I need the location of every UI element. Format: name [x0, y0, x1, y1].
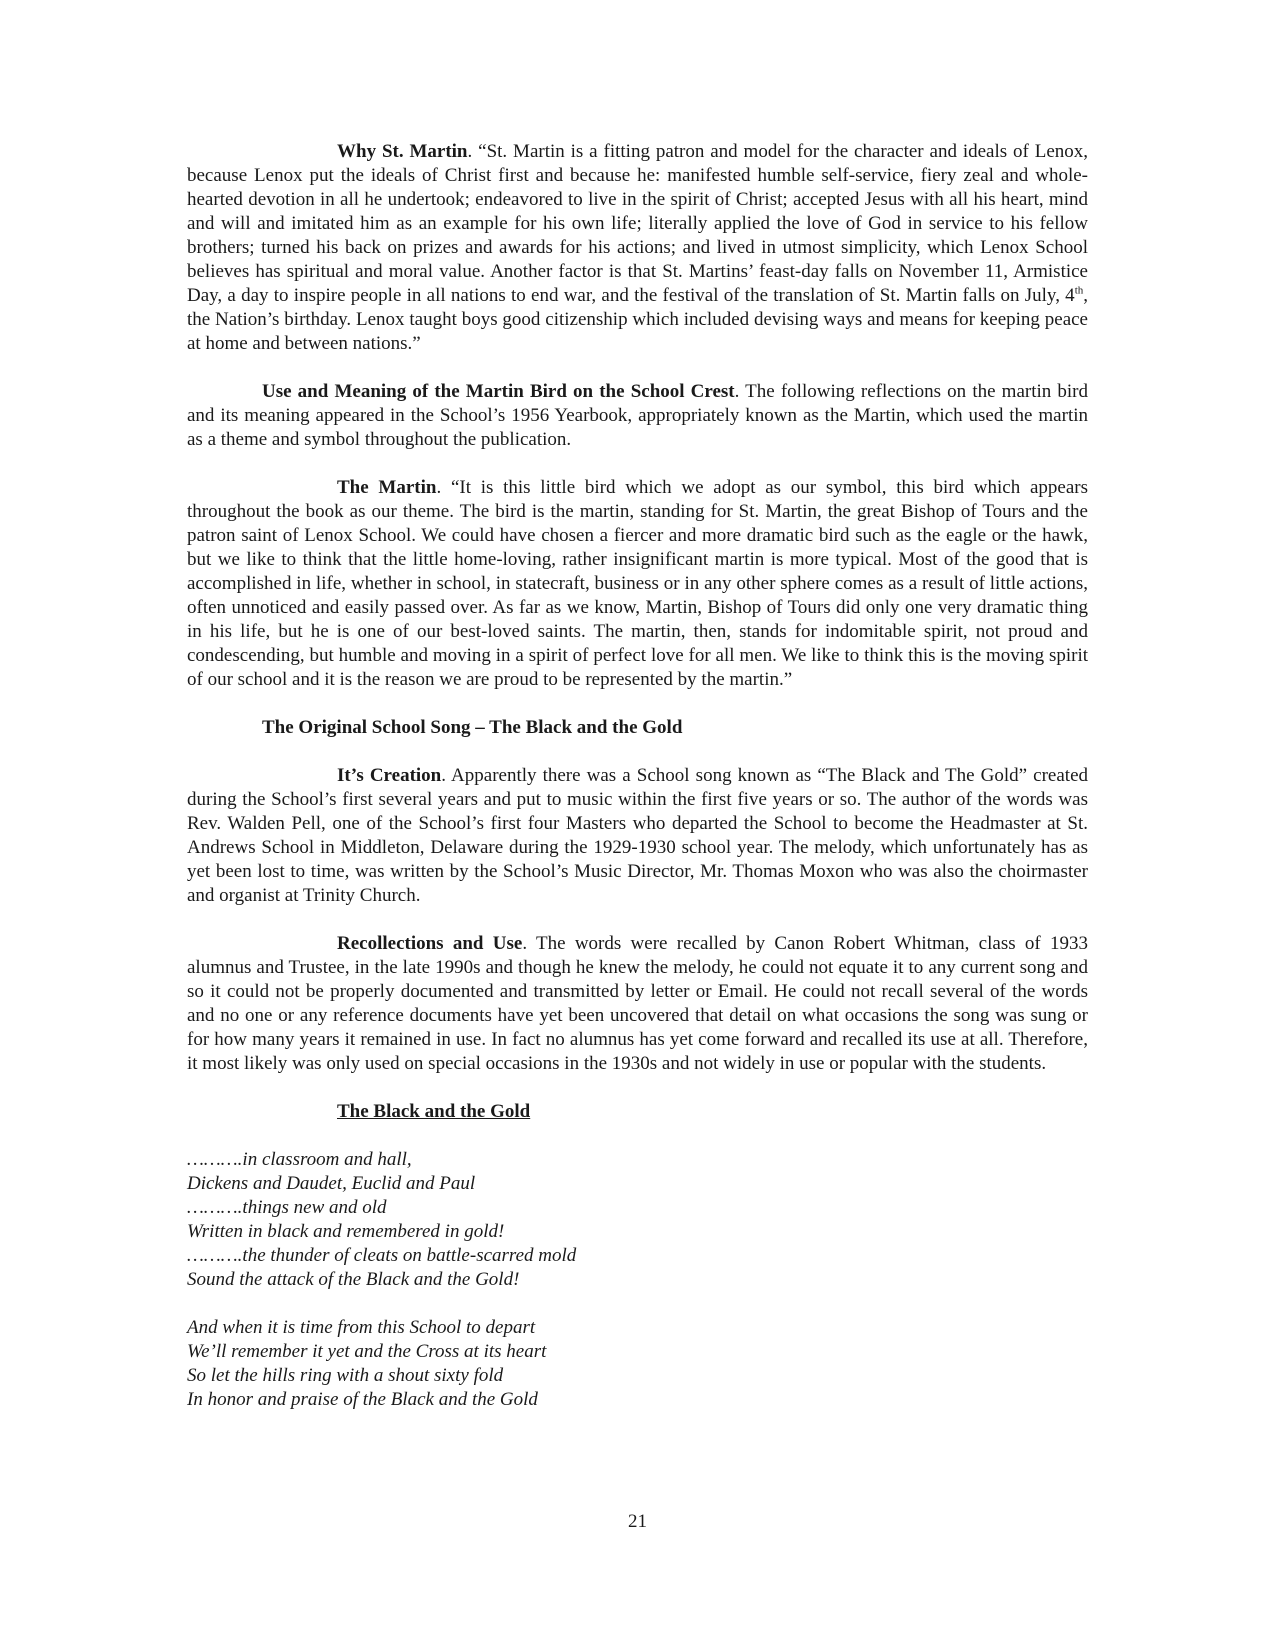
- verse-line: And when it is time from this School to depart: [187, 1317, 536, 1338]
- heading-recollections: Recollections and Use: [337, 933, 523, 954]
- verse-line: In honor and praise of the Black and the Gold: [187, 1389, 538, 1410]
- verse-line: ……….in classroom and hall,: [187, 1149, 412, 1170]
- text-why-st-martin-end: , the Nation’s birthday. Lenox taught boys good citizenship which included devising ways and means for keeping peace at home and between nations.”: [187, 285, 1088, 354]
- page-number: 21: [628, 1511, 647, 1532]
- song-title: The Black and the Gold: [337, 1101, 531, 1122]
- superscript-th: th: [1074, 284, 1084, 297]
- text-the-martin: . “It is this little bird which we adopt as our symbol, this bird which appears throughout the book as our theme. The bird is the martin, standing for St. Martin, the great Bishop of Tours and the patron saint of Lenox School. We could have chosen a fiercer and more dramatic bird such as the eagle or the hawk, but we like to think that the little home-loving, rather insignificant martin is more typical. Most of the good that is accomplished in life, whether in school, in statecraft, business or in any other sphere comes as a result of little actions, often unnoticed and easily passed over. As far as we know, Martin, Bishop of Tours did only one very dramatic thing in his life, but he is one of our best-loved saints. The martin, then, stands for indomitable spirit, not proud and condescending, but humble and moving in a spirit of perfect love for all men. We like to think this is the moving spirit of our school and it is the reason we are proud to be represented by the martin.”: [187, 477, 1088, 690]
- paragraph-martin-bird-crest: [187, 380, 1088, 452]
- heading-why-st-martin: Why St. Martin: [337, 141, 468, 162]
- heading-original-school-song: The Original School Song – The Black and the Gold: [262, 717, 683, 738]
- document-page: [187, 140, 1088, 1436]
- verse-line: So let the hills ring with a shout sixty fold: [187, 1365, 504, 1386]
- verse-line: ……….the thunder of cleats on battle-scarred mold: [187, 1245, 577, 1266]
- heading-its-creation: It’s Creation: [337, 765, 442, 786]
- text-recollections: . The words were recalled by Canon Robert Whitman, class of 1933 alumnus and Trustee, in the late 1990s and though he knew the melody, he could not equate it to any current song and so it could not be properly documented and transmitted by letter or Email. He could not recall several of the words and no one or any reference documents have yet been uncovered that detail on what occasions the song was sung or for how many years it remained in use. In fact no alumnus has yet come forward and recalled its use at all. Therefore, it most likely was only used on special occasions in the 1930s and not widely in use or popular with the students.: [187, 933, 1089, 1074]
- song-verse-1: [187, 1148, 1088, 1292]
- heading-the-martin: The Martin: [337, 477, 437, 498]
- verse-line: ……….things new and old: [187, 1197, 387, 1218]
- text-why-st-martin: . “St. Martin is a fitting patron and model for the character and ideals of Lenox, because Lenox put the ideals of Christ first and because he: manifested humble self-service, fiery zeal and whole-hearted devotion in all he undertook; endeavored to live in the spirit of Christ; accepted Jesus with all his heart, mind and will and imitated him as an example for his own life; literally applied the love of God in service to his fellow brothers; turned his back on prizes and awards for his actions; and lived in utmost simplicity, which Lenox School believes has spiritual and moral value. Another factor is that St. Martins’ feast-day falls on November 11, Armistice Day, a day to inspire people in all nations to end war, and the festival of the translation of St. Martin falls on July, 4: [187, 141, 1089, 306]
- paragraph-its-creation: [187, 764, 1088, 908]
- paragraph-recollections: [187, 932, 1088, 1076]
- verse-line: Dickens and Daudet, Euclid and Paul: [187, 1173, 476, 1194]
- heading-martin-bird-crest: Use and Meaning of the Martin Bird on the School Crest: [262, 381, 735, 402]
- verse-line: Written in black and remembered in gold!: [187, 1221, 505, 1242]
- paragraph-why-st-martin: [187, 140, 1088, 356]
- paragraph-the-martin: [187, 476, 1088, 692]
- verse-line: Sound the attack of the Black and the Gold!: [187, 1269, 520, 1290]
- text-its-creation: . Apparently there was a School song known as “The Black and The Gold” created during the School’s first several years and put to music within the first five years or so. The author of the words was Rev. Walden Pell, one of the School’s first four Masters who departed the School to become the Headmaster at St. Andrews School in Middleton, Delaware during the 1929-1930 school year. The melody, which unfortunately has as yet been lost to time, was written by the School’s Music Director, Mr. Thomas Moxon who was also the choirmaster and organist at Trinity Church.: [187, 765, 1088, 906]
- verse-line: We’ll remember it yet and the Cross at its heart: [187, 1341, 547, 1362]
- song-verse-2: [187, 1316, 1088, 1412]
- text-martin-bird-crest: . The following reflections on the martin bird and its meaning appeared in the School’s 1956 Yearbook, appropriately known as the Martin, which used the martin as a theme and symbol throughout the publication.: [187, 381, 1088, 450]
